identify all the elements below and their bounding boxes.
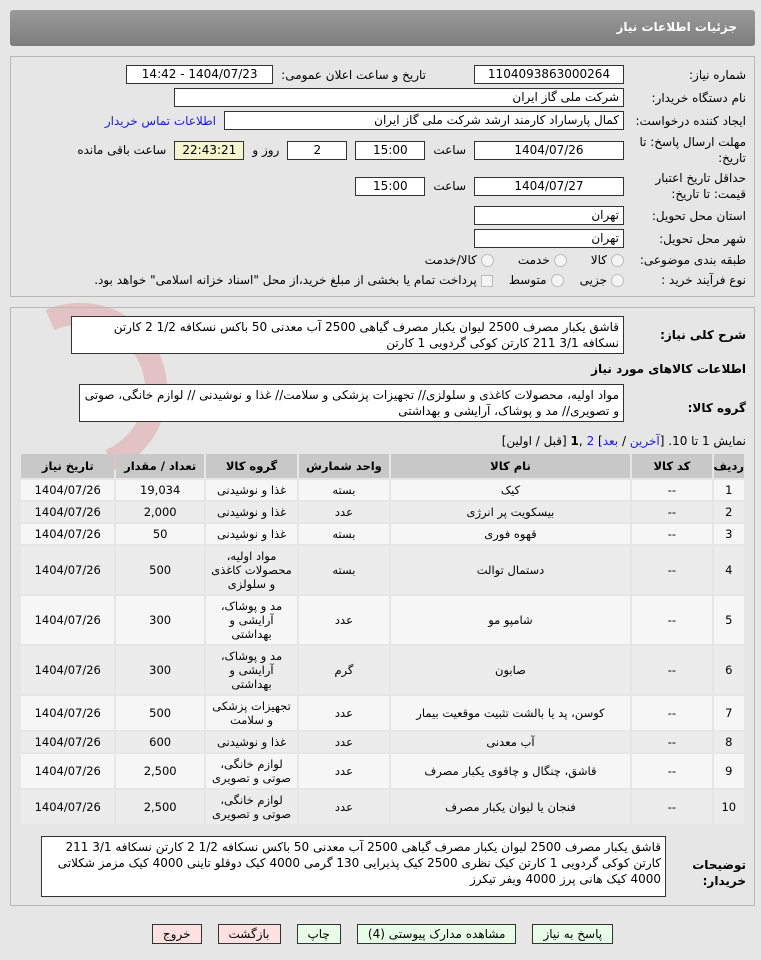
cell-item-name: قهوه فوری: [391, 524, 631, 544]
cell-item-name: بیسکویت پر انرژی: [391, 502, 631, 522]
table-row: [21, 646, 744, 694]
cell-row-number: 2: [714, 502, 744, 522]
radio-icon[interactable]: [611, 274, 624, 287]
process-radio-minor[interactable]: جزیی: [580, 273, 624, 287]
cell-unit: بسته: [299, 524, 388, 544]
cell-item-group: غذا و نوشیدنی: [206, 732, 297, 752]
cell-unit: عدد: [299, 596, 388, 644]
remaining-time-field: 22:43:21: [174, 141, 244, 160]
cell-item-name: کیک: [391, 480, 631, 500]
need-number-field: 1104093863000264: [474, 65, 624, 84]
col-name: نام کالا: [391, 454, 631, 478]
cell-item-group: مد و پوشاک، آرایشی و بهداشتی: [206, 646, 297, 694]
cell-row-number: 8: [714, 732, 744, 752]
cell-quantity: 19,034: [116, 480, 203, 500]
cell-item-name: صابون: [391, 646, 631, 694]
cell-item-name: دستمال توالت: [391, 546, 631, 594]
summary-textarea[interactable]: قاشق یکبار مصرف 2500 لیوان یکبار مصرف گیاهی 2500 آب معدنی 50 باکس نسکافه 1/2 2 کارتن نسکافه 3/1 211 کارتن کوکی گردویی 1 کارتن: [71, 316, 624, 354]
cell-quantity: 500: [116, 546, 203, 594]
category-radio-goods[interactable]: کالا: [591, 253, 624, 267]
cell-quantity: 500: [116, 696, 203, 730]
table-row: [21, 754, 744, 788]
notes-textarea[interactable]: قاشق یکبار مصرف 2500 لیوان یکبار مصرف گیاهی 2500 آب معدنی 50 باکس نسکافه 1/2 2 کارتن نسکافه 3/1 211 کارتن کوکی گردویی 1 کارتن کیک نظری 2500 کیک پذیرایی 130 گرمی 4000 کیک دوقلو تاینی 4000 کیک مزمز شکلاتی 4000 کیک هانی پرز 4000 ویفر تیکرز: [41, 836, 666, 897]
deadline-time-field: 15:00: [355, 141, 425, 160]
buyer-label: نام دستگاه خریدار:: [651, 90, 746, 105]
table-row: [21, 480, 744, 500]
cell-quantity: 2,000: [116, 502, 203, 522]
days-field: 2: [287, 141, 347, 160]
cell-item-group: غذا و نوشیدنی: [206, 524, 297, 544]
table-header-row: [21, 454, 744, 478]
cell-unit: بسته: [299, 480, 388, 500]
goods-panel: [10, 307, 755, 906]
cell-need-date: 1404/07/26: [21, 524, 114, 544]
cell-item-code: --: [632, 790, 711, 824]
cell-item-group: تجهیزات پزشکی و سلامت: [206, 696, 297, 730]
view-documents-button[interactable]: مشاهده مدارک پیوستی (4): [357, 924, 517, 944]
summary-label: شرح کلی نیاز:: [660, 328, 746, 342]
city-field: تهران: [474, 229, 624, 248]
contact-buyer-link[interactable]: اطلاعات تماس خریدار: [104, 113, 216, 128]
validity-time-field: 15:00: [355, 177, 425, 196]
exit-button[interactable]: خروج: [152, 924, 202, 944]
col-quantity: تعداد / مقدار: [116, 454, 203, 478]
cell-unit: عدد: [299, 790, 388, 824]
table-row: [21, 596, 744, 644]
remaining-label: ساعت باقی مانده: [77, 143, 167, 157]
cell-item-group: غذا و نوشیدنی: [206, 502, 297, 522]
cell-row-number: 6: [714, 646, 744, 694]
col-row-number: ردیف: [714, 454, 744, 478]
checkbox-icon[interactable]: [481, 275, 493, 287]
category-radio-service[interactable]: خدمت: [518, 253, 567, 267]
col-code: کد کالا: [632, 454, 711, 478]
treasury-payment-checkbox[interactable]: پرداخت تمام یا بخشی از مبلغ خرید،از محل "اسناد خزانه اسلامی" خواهد بود.: [94, 273, 493, 287]
deadline-label: مهلت ارسال پاسخ: تا تاریخ:: [639, 135, 746, 165]
cell-unit: عدد: [299, 696, 388, 730]
col-date: تاریخ نیاز: [21, 454, 114, 478]
cell-quantity: 2,500: [116, 754, 203, 788]
cell-need-date: 1404/07/26: [21, 732, 114, 752]
goods-group-label: گروه کالا:: [687, 401, 746, 415]
table-row: [21, 732, 744, 752]
cell-quantity: 300: [116, 596, 203, 644]
cell-quantity: 2,500: [116, 790, 203, 824]
deadline-time-label: ساعت: [433, 143, 466, 157]
action-buttons: [10, 924, 755, 944]
table-row: [21, 524, 744, 544]
cell-item-code: --: [632, 502, 711, 522]
col-group: گروه کالا: [206, 454, 297, 478]
current-page: 1: [570, 434, 579, 448]
page-content: [10, 10, 755, 944]
cell-row-number: 9: [714, 754, 744, 788]
cell-item-name: شامپو مو: [391, 596, 631, 644]
cell-row-number: 10: [714, 790, 744, 824]
process-radio-medium[interactable]: متوسط: [509, 273, 564, 287]
cell-item-code: --: [632, 480, 711, 500]
buyer-field: شرکت ملی گاز ایران: [174, 88, 624, 107]
goods-group-textarea[interactable]: مواد اولیه، محصولات کاغذی و سلولزی// تجهیزات پزشکی و سلامت// غذا و نوشیدنی // لوازم خانگی، صوتی و تصویری// مد و پوشاک، آرایشی و بهداشتی: [79, 384, 624, 422]
province-field: تهران: [474, 206, 624, 225]
goods-section-title: اطلاعات کالاهای مورد نیاز: [591, 362, 746, 376]
radio-icon[interactable]: [481, 254, 494, 267]
cell-need-date: 1404/07/26: [21, 646, 114, 694]
cell-need-date: 1404/07/26: [21, 596, 114, 644]
validity-time-label: ساعت: [433, 179, 466, 193]
cell-item-code: --: [632, 524, 711, 544]
back-button[interactable]: بازگشت: [218, 924, 281, 944]
notes-label: توضیحات خریدار:: [692, 857, 746, 888]
days-label: روز و: [252, 143, 280, 157]
cell-row-number: 3: [714, 524, 744, 544]
cell-item-code: --: [632, 646, 711, 694]
city-label: شهر محل تحویل:: [659, 231, 746, 246]
table-row: [21, 502, 744, 522]
validity-label: حداقل تاریخ اعتبار قیمت: تا تاریخ:: [655, 171, 746, 201]
page-title: جزئیات اطلاعات نیاز: [616, 20, 737, 34]
cell-item-code: --: [632, 754, 711, 788]
cell-row-number: 4: [714, 546, 744, 594]
cell-need-date: 1404/07/26: [21, 790, 114, 824]
province-label: استان محل تحویل:: [651, 208, 746, 223]
next-page-link[interactable]: بعد: [602, 434, 619, 448]
print-button[interactable]: چاپ: [297, 924, 341, 944]
cell-item-group: مواد اولیه، محصولات کاغذی و سلولزی: [206, 546, 297, 594]
cell-need-date: 1404/07/26: [21, 696, 114, 730]
details-panel: [10, 56, 755, 297]
cell-need-date: 1404/07/26: [21, 480, 114, 500]
radio-icon[interactable]: [551, 274, 564, 287]
cell-item-group: غذا و نوشیدنی: [206, 480, 297, 500]
validity-date-field: 1404/07/27: [474, 177, 624, 196]
cell-need-date: 1404/07/26: [21, 546, 114, 594]
last-page-link[interactable]: آخرین: [629, 434, 660, 448]
cell-unit: بسته: [299, 546, 388, 594]
pagination: نمایش 1 تا 10. [آخرین / بعد] 2 ,1 [قبل / اولین]: [501, 434, 746, 448]
cell-unit: عدد: [299, 502, 388, 522]
cell-item-code: --: [632, 596, 711, 644]
cell-item-code: --: [632, 696, 711, 730]
creator-label: ایجاد کننده درخواست:: [635, 113, 746, 128]
cell-item-code: --: [632, 546, 711, 594]
table-row: [21, 546, 744, 594]
table-row: [21, 696, 744, 730]
cell-item-group: لوازم خانگی، صوتی و تصویری: [206, 790, 297, 824]
cell-item-group: مد و پوشاک، آرایشی و بهداشتی: [206, 596, 297, 644]
cell-item-code: --: [632, 732, 711, 752]
radio-icon[interactable]: [611, 254, 624, 267]
cell-need-date: 1404/07/26: [21, 754, 114, 788]
process-label: نوع فرآیند خرید :: [661, 273, 746, 287]
cell-item-name: فنجان یا لیوان یکبار مصرف: [391, 790, 631, 824]
need-number-label: شماره نیاز:: [689, 67, 746, 82]
category-label: طبقه بندی موضوعی:: [639, 253, 746, 267]
cell-row-number: 5: [714, 596, 744, 644]
page-2-link[interactable]: 2: [586, 434, 595, 448]
cell-quantity: 300: [116, 646, 203, 694]
cell-item-name: کوسن، پد یا بالشت تثبیت موقعیت بیمار: [391, 696, 631, 730]
goods-table: [19, 452, 746, 826]
cell-row-number: 7: [714, 696, 744, 730]
cell-item-name: قاشق، چنگال و چاقوی یکبار مصرف: [391, 754, 631, 788]
cell-item-name: آب معدنی: [391, 732, 631, 752]
cell-need-date: 1404/07/26: [21, 502, 114, 522]
announce-label: تاریخ و ساعت اعلان عمومی:: [281, 67, 426, 82]
category-radio-both[interactable]: کالا/خدمت: [425, 253, 494, 267]
radio-icon[interactable]: [554, 254, 567, 267]
deadline-date-field: 1404/07/26: [474, 141, 624, 160]
table-row: [21, 790, 744, 824]
col-unit: واحد شمارش: [299, 454, 388, 478]
cell-row-number: 1: [714, 480, 744, 500]
announce-field: 1404/07/23 - 14:42: [126, 65, 273, 84]
creator-field: کمال پارساراد کارمند ارشد شرکت ملی گاز ایران: [224, 111, 624, 130]
cell-quantity: 50: [116, 524, 203, 544]
cell-unit: عدد: [299, 732, 388, 752]
cell-item-group: لوازم خانگی، صوتی و تصویری: [206, 754, 297, 788]
cell-unit: گرم: [299, 646, 388, 694]
cell-quantity: 600: [116, 732, 203, 752]
page-header: [10, 10, 755, 46]
cell-unit: عدد: [299, 754, 388, 788]
reply-button[interactable]: پاسخ به نیاز: [532, 924, 613, 944]
